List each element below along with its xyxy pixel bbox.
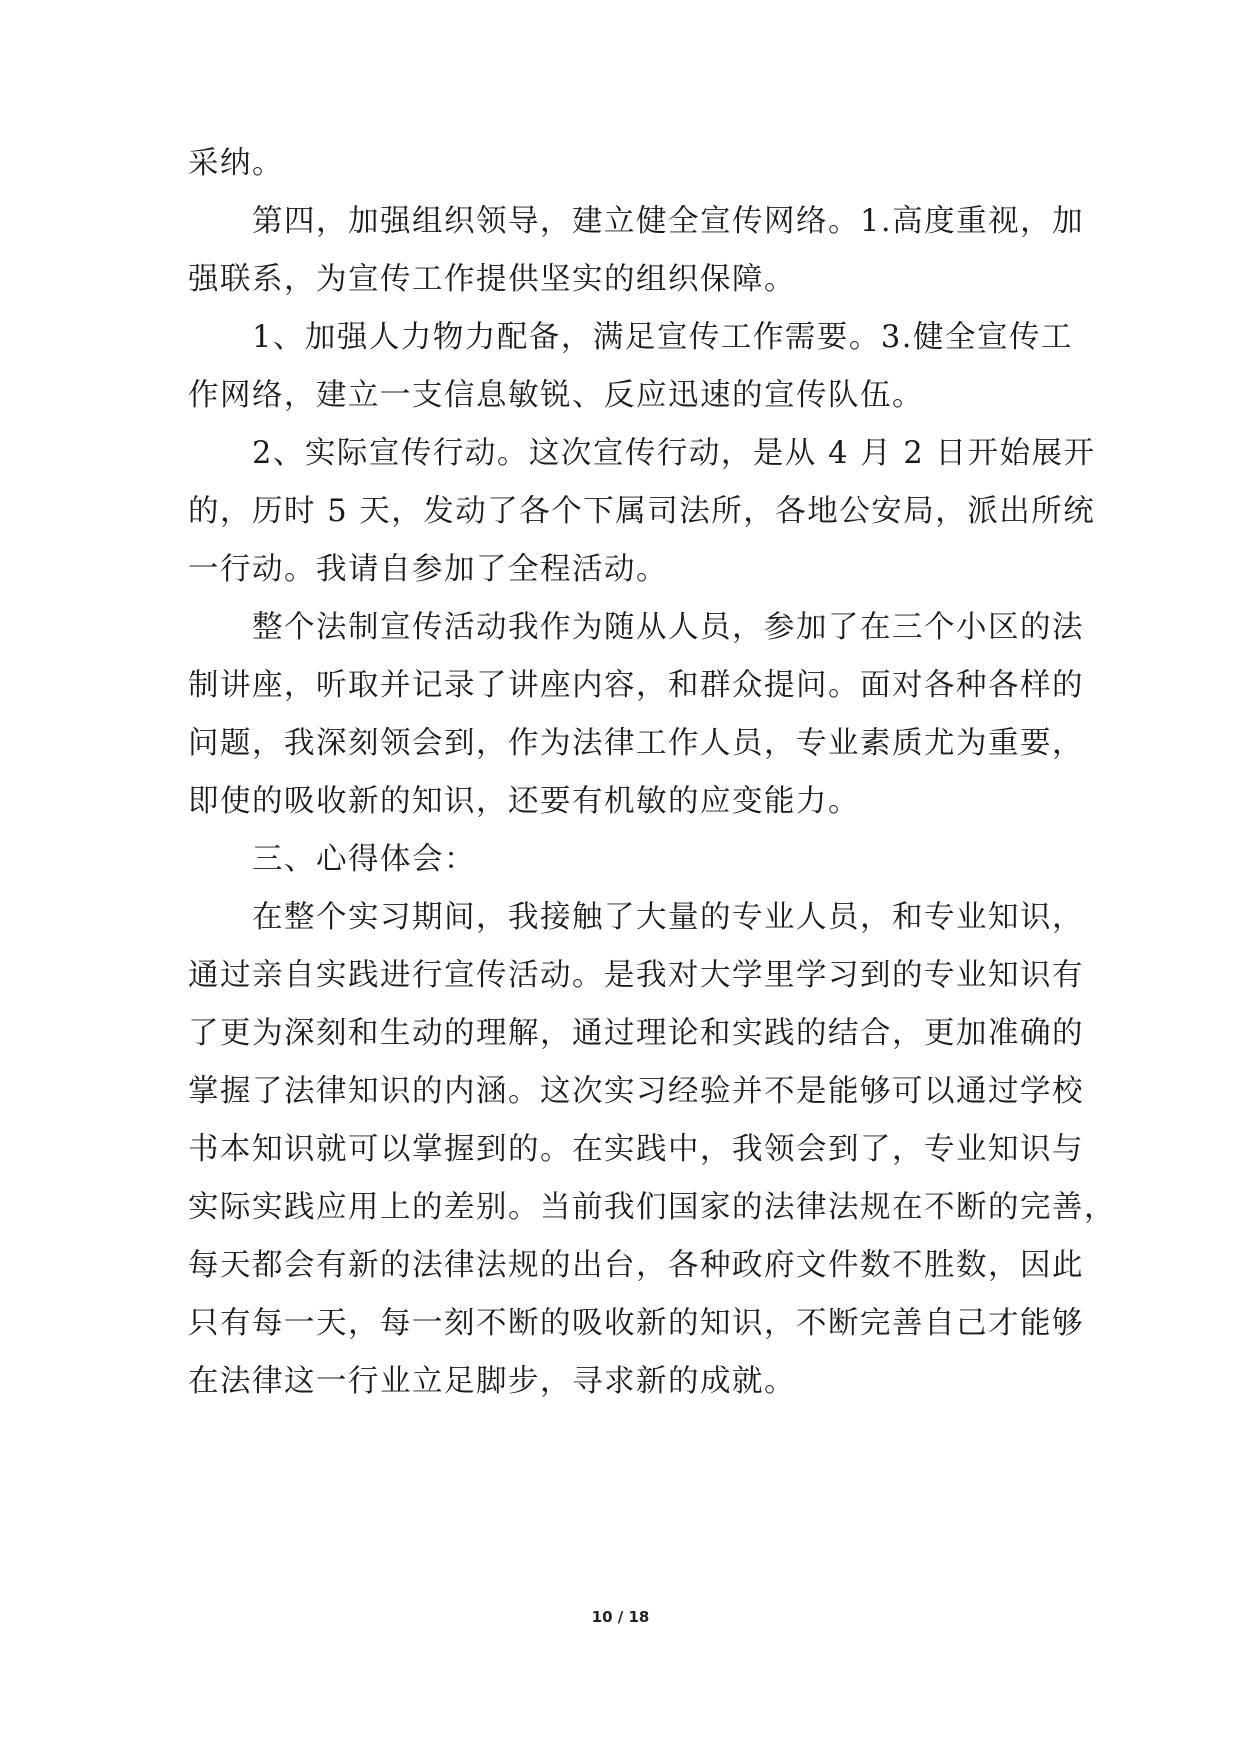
text-line: 通过亲自实践进行宣传活动。是我对大学里学习到的专业知识有 — [188, 958, 1084, 993]
text-line: 作网络，建立一支信息敏锐、反应迅速的宣传队伍。 — [188, 378, 924, 413]
text-line: 制讲座，听取并记录了讲座内容，和群众提问。面对各种各样的 — [188, 668, 1084, 703]
text-line: 只有每一天，每一刻不断的吸收新的知识，不断完善自己才能够 — [188, 1306, 1084, 1341]
text-line: 问题，我深刻领会到，作为法律工作人员，专业素质尤为重要， — [188, 726, 1084, 761]
paragraph-start-line: 第四，加强组织领导，建立健全宣传网络。1.高度重视，加 — [252, 204, 1085, 239]
paragraph-start-line: 整个法制宣传活动我作为随从人员，参加了在三个小区的法 — [252, 610, 1084, 645]
text-line: 强联系，为宣传工作提供坚实的组织保障。 — [188, 262, 796, 297]
text-line: 实际实践应用上的差别。当前我们国家的法律法规在不断的完善， — [188, 1190, 1116, 1225]
paragraph-start-line: 在整个实习期间，我接触了大量的专业人员，和专业知识， — [252, 900, 1084, 935]
page-number: 10 / 18 — [591, 1608, 650, 1626]
text-line: 书本知识就可以掌握到的。在实践中，我领会到了，专业知识与 — [188, 1132, 1084, 1167]
paragraph-start-line: 2、实际宣传行动。这次宣传行动，是从 4 月 2 日开始展开 — [252, 436, 1096, 471]
text-line: 即使的吸收新的知识，还要有机敏的应变能力。 — [188, 784, 860, 819]
text-line: 的，历时 5 天，发动了各个下属司法所，各地公安局，派出所统 — [188, 494, 1096, 529]
section-heading: 三、心得体会： — [252, 842, 476, 877]
text-line: 一行动。我请自参加了全程活动。 — [188, 552, 668, 587]
text-line: 在法律这一行业立足脚步，寻求新的成就。 — [188, 1364, 796, 1399]
text-line: 每天都会有新的法律法规的出台，各种政府文件数不胜数，因此 — [188, 1248, 1084, 1283]
text-line: 掌握了法律知识的内涵。这次实习经验并不是能够可以通过学校 — [188, 1074, 1084, 1109]
text-line: 采纳。 — [188, 146, 284, 181]
paragraph-start-line: 1、加强人力物力配备，满足宣传工作需要。3.健全宣传工 — [252, 320, 1074, 355]
text-line: 了更为深刻和生动的理解，通过理论和实践的结合，更加准确的 — [188, 1016, 1084, 1051]
